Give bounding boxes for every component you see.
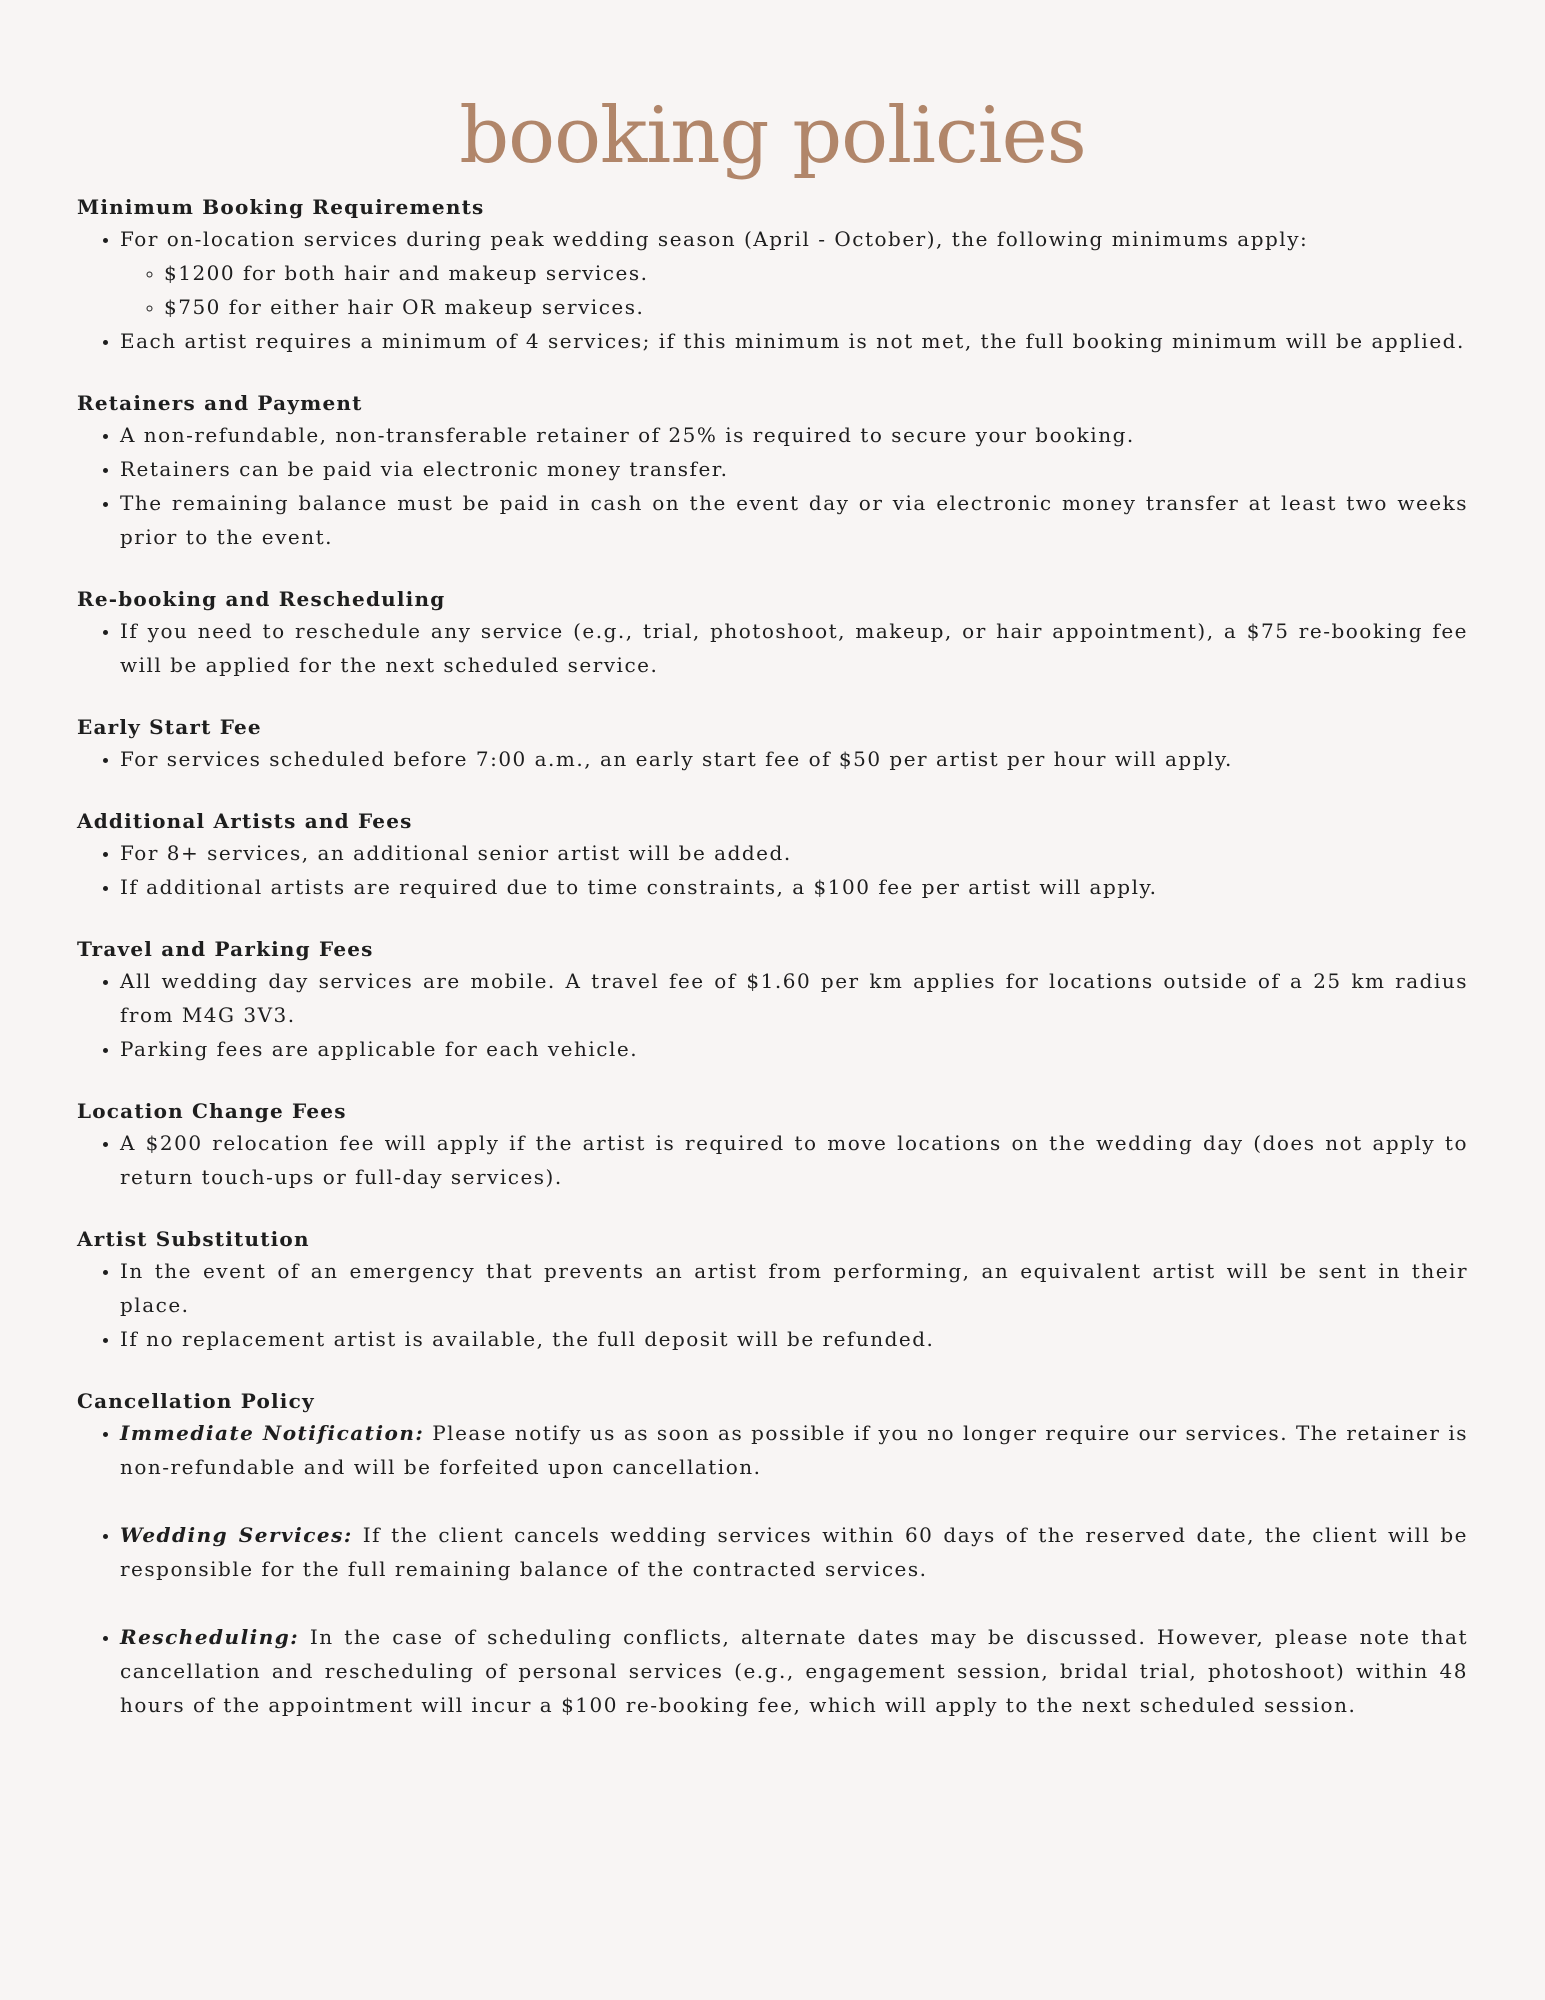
bullet-list [77, 222, 1468, 358]
section-artist-substitution [77, 1224, 1468, 1356]
section-location-change [77, 1096, 1468, 1194]
list-item: • The remaining balance must be paid in cash on the event day or via electronic money transfer at least two weeks prior to the event. [120, 486, 1468, 554]
item-text: In the case of scheduling conflicts, alternate dates may be discussed. However, please note that cancellation and rescheduling of personal services (e.g., engagement session, bridal trial, photoshoot) within 48 hours of the appointment will incur a $100 re-booking fee, which will apply to the next scheduled session. [120, 1625, 1468, 1717]
section-minimum-booking [77, 192, 1468, 358]
list-item: • If no replacement artist is available, the full deposit will be refunded. [120, 1322, 1468, 1356]
section-heading: Retainers and Payment [77, 391, 363, 415]
sub-list-item: ◦ $1200 for both hair and makeup services. [164, 256, 1468, 290]
section-cancellation [77, 1386, 1468, 1722]
list-item: • For 8+ services, an additional senior artist will be added. [120, 836, 1468, 870]
section-early-start [77, 712, 1468, 776]
bullet-list [77, 964, 1468, 1066]
list-spacer [120, 1484, 1468, 1518]
list-item: • For on-location services during peak wedding season (April - October), the following minimums apply: ◦ $1200 for both hair and makeup services. ◦ $750 for either hair OR makeup services. [120, 222, 1468, 324]
list-item: • Retainers can be paid via electronic money transfer. [120, 452, 1468, 486]
list-spacer [120, 1586, 1468, 1620]
list-item: • A non-refundable, non-transferable retainer of 25% is required to secure your booking. [120, 418, 1468, 452]
item-lead: Wedding Services: [120, 1523, 353, 1547]
bullet-list [77, 742, 1468, 776]
list-item: • A $200 relocation fee will apply if the artist is required to move locations on the wedding day (does not apply to return touch-ups or full-day services). [120, 1126, 1468, 1194]
bullet-list [77, 1254, 1468, 1356]
bullet-list [77, 1126, 1468, 1194]
page-title: booking policies [459, 91, 1086, 181]
item-lead: Rescheduling: [120, 1625, 300, 1649]
list-item: • If you need to reschedule any service (e.g., trial, photoshoot, makeup, or hair appointment), a $75 re-booking fee will be applied for the next scheduled service. [120, 614, 1468, 682]
bullet-list [77, 614, 1468, 682]
list-item: • Each artist requires a minimum of 4 services; if this minimum is not met, the full booking minimum will be applied. [120, 324, 1468, 358]
list-item: • For services scheduled before 7:00 a.m., an early start fee of $50 per artist per hour will apply. [120, 742, 1468, 776]
section-heading: Additional Artists and Fees [77, 809, 413, 833]
section-rebooking [77, 584, 1468, 682]
list-item [120, 1518, 1468, 1586]
section-heading: Re-booking and Rescheduling [77, 587, 446, 611]
item-text: If the client cancels wedding services within 60 days of the reserved date, the client will be responsible for the full remaining balance of the contracted services. [120, 1523, 1468, 1581]
list-item: • If additional artists are required due to time constraints, a $100 fee per artist will apply. [120, 870, 1468, 904]
list-item: • All wedding day services are mobile. A travel fee of $1.60 per km applies for locations outside of a 25 km radius from M4G 3V3. [120, 964, 1468, 1032]
section-heading: Minimum Booking Requirements [77, 195, 485, 219]
item-lead: Immediate Notification: [120, 1421, 425, 1445]
section-travel-parking [77, 934, 1468, 1066]
section-heading: Location Change Fees [77, 1099, 347, 1123]
item-text: Please notify us as soon as possible if you no longer require our services. The retainer is non-refundable and will be forfeited upon cancellation. [120, 1421, 1468, 1479]
list-item: • In the event of an emergency that prevents an artist from performing, an equivalent artist will be sent in their place. [120, 1254, 1468, 1322]
list-item: • Parking fees are applicable for each vehicle. [120, 1032, 1468, 1066]
section-heading: Artist Substitution [77, 1227, 310, 1251]
bullet-list [77, 1416, 1468, 1722]
bullet-list [77, 418, 1468, 554]
section-heading: Early Start Fee [77, 715, 262, 739]
section-heading: Travel and Parking Fees [77, 937, 374, 961]
section-heading: Cancellation Policy [77, 1389, 315, 1413]
section-additional-artists [77, 806, 1468, 904]
section-retainers [77, 388, 1468, 554]
list-item [120, 1620, 1468, 1722]
bullet-list [77, 836, 1468, 904]
sub-list-item: ◦ $750 for either hair OR makeup services. [164, 290, 1468, 324]
sub-list [120, 256, 1468, 324]
list-item [120, 1416, 1468, 1484]
